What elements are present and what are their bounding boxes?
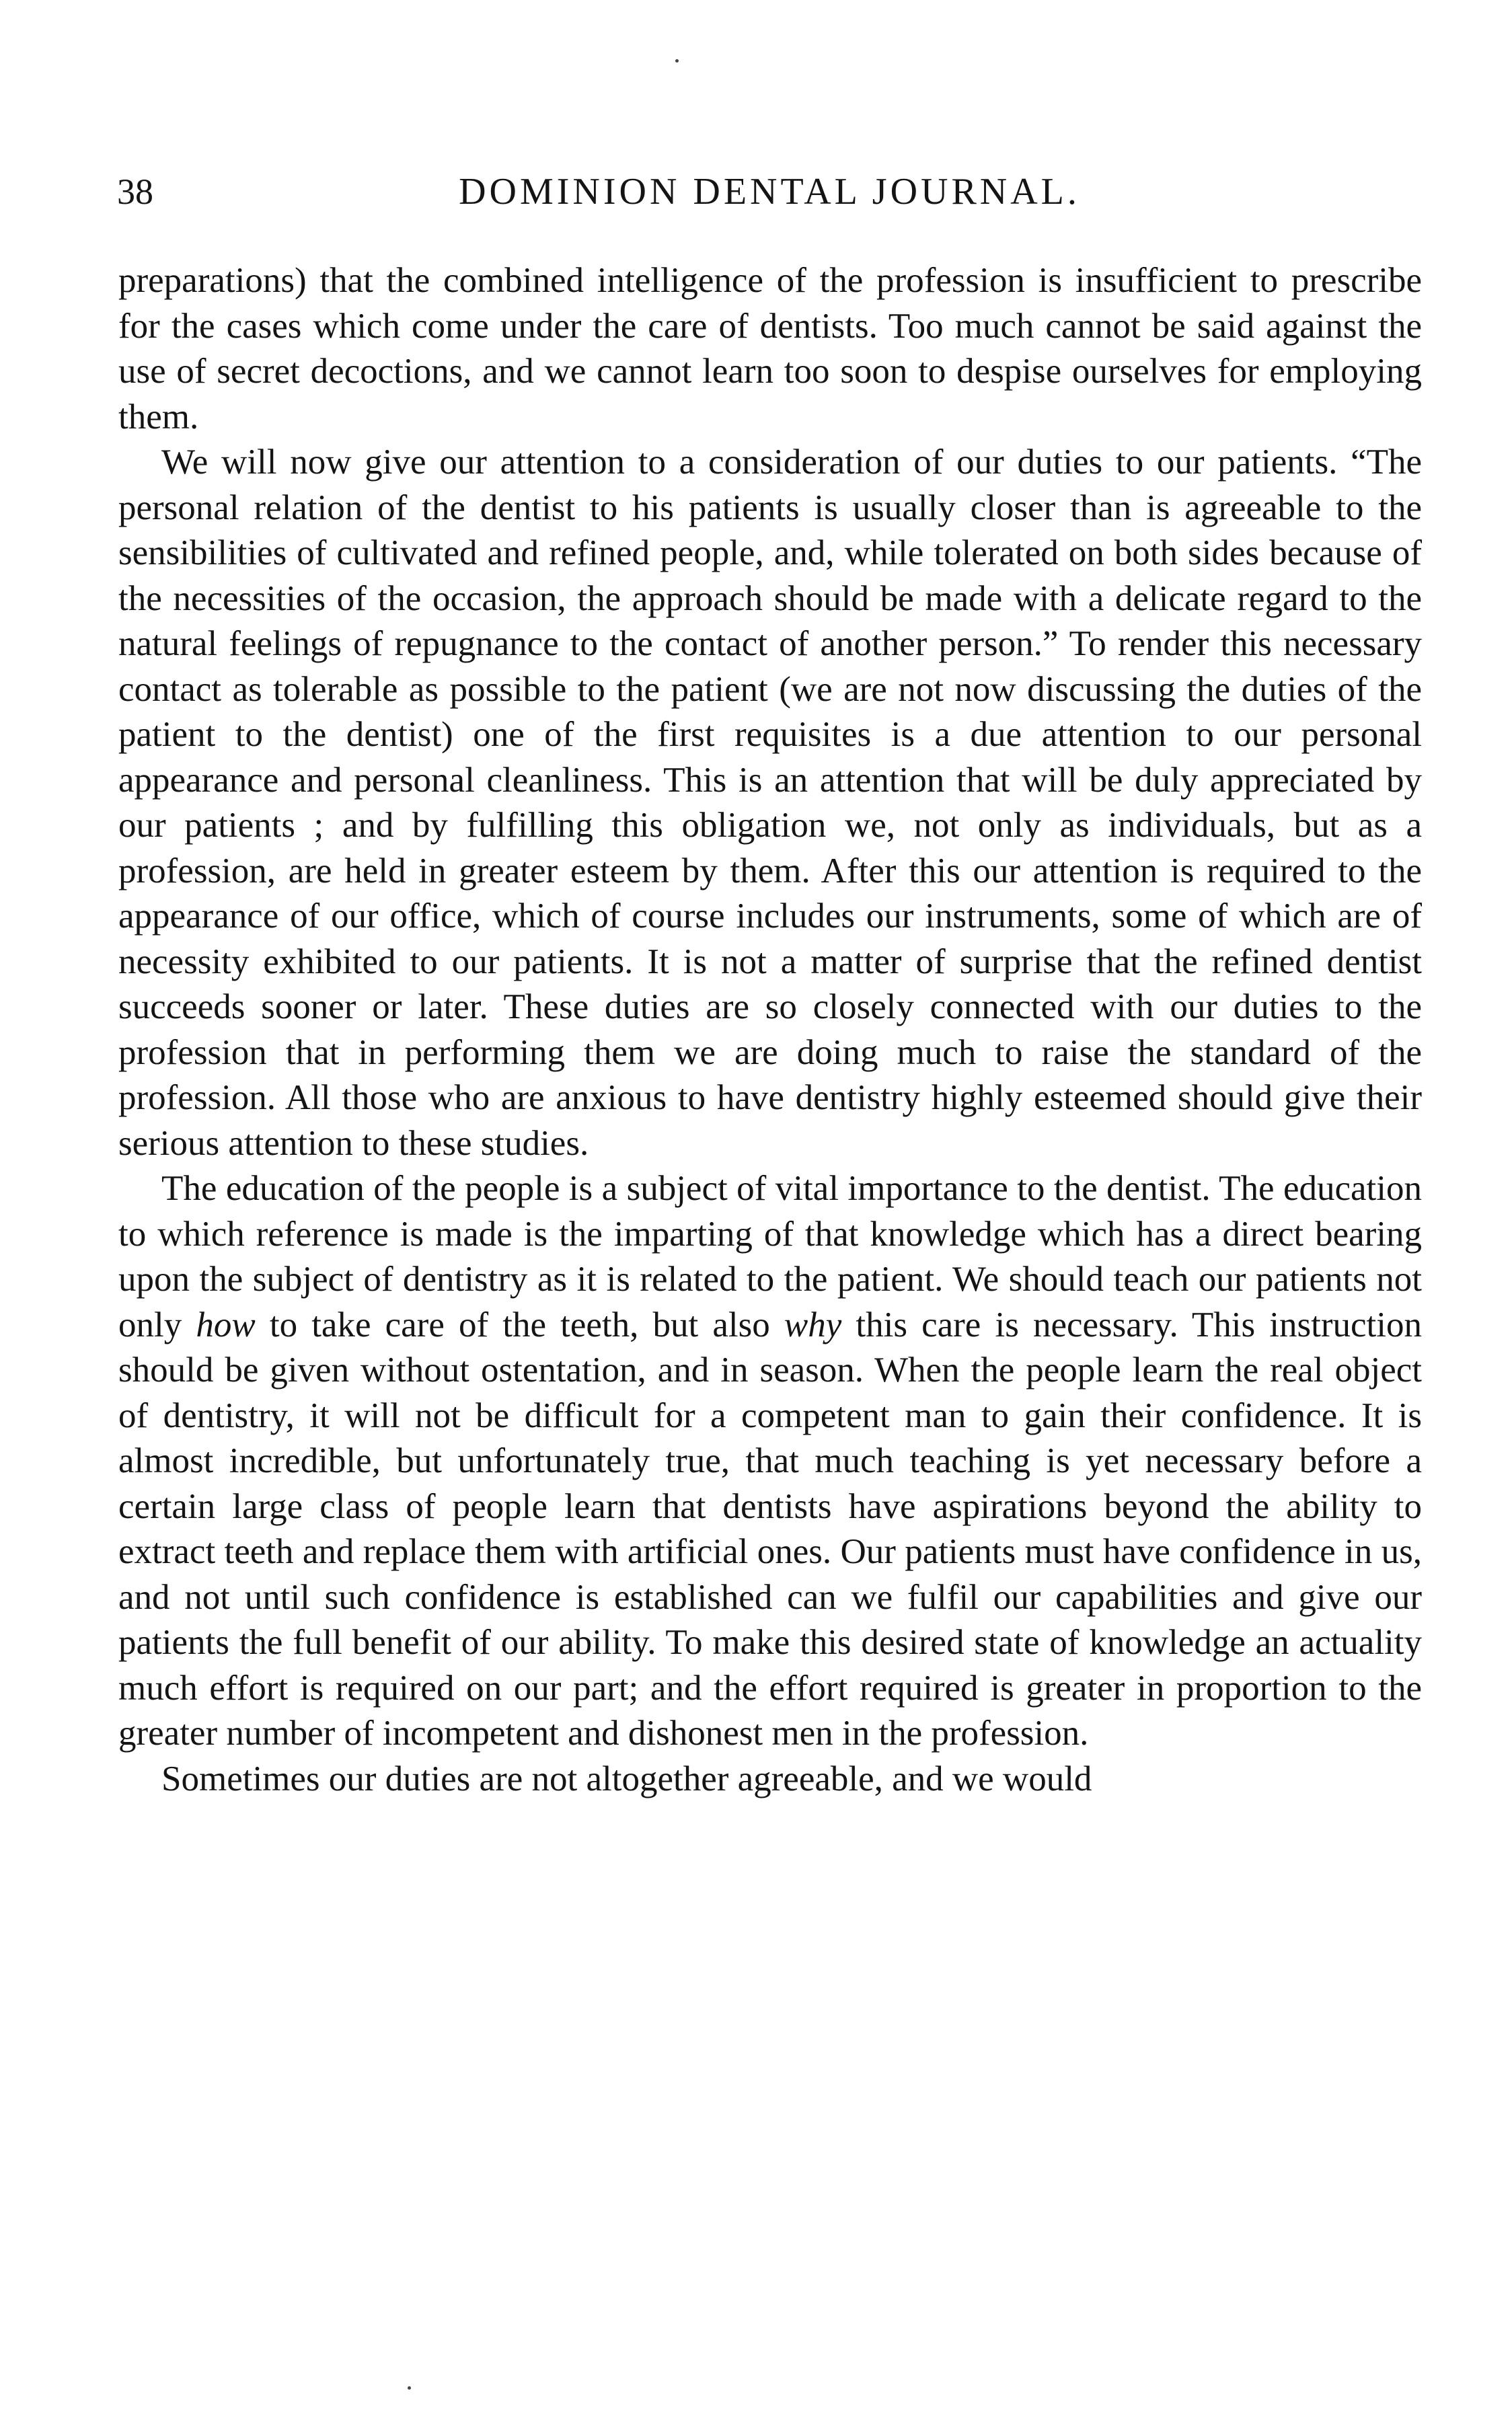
- paragraph-final-line: Sometimes our duties are not altogether agreeable, and we would: [161, 1759, 1092, 1798]
- page-header: [117, 161, 1422, 222]
- paragraph-continued: preparations) that the combined intelligence of the profession is insufficient to prescribe for the cases which come under the care of dentists. Too much cannot be said against the use of secret decoctions, and we cannot learn too soon to despise ourselves for employing them.: [118, 261, 1422, 436]
- paper-speck: [408, 2386, 411, 2390]
- running-head: DOMINION DENTAL JOURNAL.: [459, 171, 1080, 213]
- education-text-middle: to take care of the teeth, but also: [255, 1305, 784, 1344]
- emphasis-why: why: [784, 1305, 842, 1344]
- page-number: 38: [117, 172, 153, 212]
- paragraph-duties-to-patients: We will now give our attention to a consideration of our duties to our patients. “The personal relation of the dentist to his patients is usually closer than is agreeable to the sensibilities of cultivated and refined people, and, while tolerated on both sides because of the necessities of the occasion, the approach should be made with a delicate regard to the natural feelings of repugnance to the contact of another person.” To render this necessary contact as tolerable as possible to the patient (we are not now discussing the duties of the patient to the dentist) one of the first requisites is a due attention to our personal appearance and personal cleanliness. This is an attention that will be duly appreciated by our patients ; and by fulfilling this obligation we, not only as individuals, but as a profession, are held in greater esteem by them. After this our attention is required to the appearance of our office, which of course includes our instruments, some of which are of necessity exhibited to our patients. It is not a matter of surprise that the refined dentist succeeds sooner or later. These duties are so closely connected with our duties to the profession that in performing them we are doing much to raise the standard of the profession. All those who are anxious to have dentistry highly esteemed should give their serious attention to these studies.: [118, 443, 1422, 1163]
- article-body: [118, 258, 1422, 1802]
- emphasis-how: how: [196, 1305, 256, 1344]
- paper-speck: [675, 59, 679, 63]
- education-text-start: The education of the people is a subject of vital importance to the dentist. The education to which reference is made is the imparting of that knowledge which has a direct bearing upon the subject of dentistry as it is related to the patient. We should teach our patients not only: [118, 1169, 1422, 1344]
- paragraph-education: [118, 1166, 1422, 1757]
- education-text-end: this care is necessary. This instruction should be given without ostentation, and in season. When the people learn the real object of dentistry, it will not be difficult for a competent man to gain their confidence. It is almost incredible, but unfortunately true, that much teaching is yet necessary before a certain large class of people learn that dentists have aspirations beyond the ability to extract teeth and replace them with artificial ones. Our patients must have confidence in us, and not until such confidence is established can we fulfil our capabilities and give our patients the full benefit of our ability. To make this desired state of knowledge an actuality much effort is required on our part; and the effort required is greater in proportion to the greater number of incompetent and dishonest men in the profession.: [118, 1305, 1422, 1753]
